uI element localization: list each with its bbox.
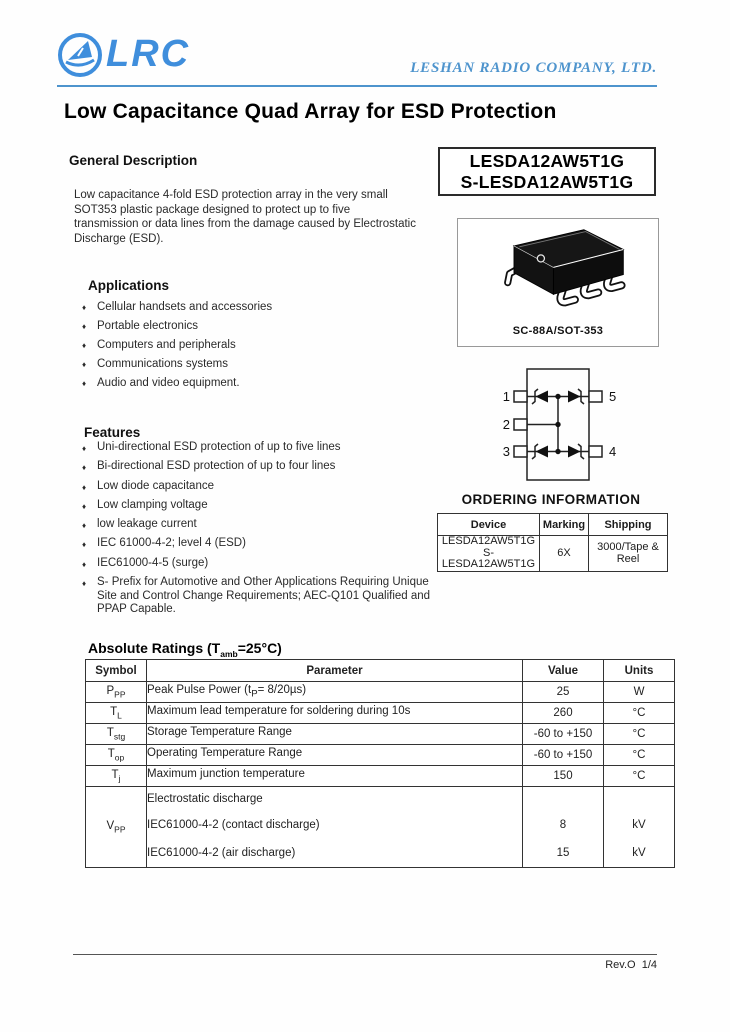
bullet-icon: ♦ — [82, 322, 87, 331]
units-cell: kV kV — [604, 787, 675, 868]
table-row — [86, 766, 675, 787]
company-name: LESHAN RADIO COMPANY, LTD. — [410, 60, 657, 76]
symbol-cell: $T_j$ — [86, 766, 147, 787]
pin-label: 3 — [502, 444, 510, 459]
list-item: ♦ Low clamping voltage — [82, 499, 449, 518]
bullet-icon: ♦ — [82, 501, 87, 511]
package-3d-image — [458, 219, 656, 314]
header-divider — [57, 85, 657, 87]
package-label: SC-88A/SOT-353 — [512, 325, 604, 337]
column-header: Units — [604, 660, 675, 682]
value-cell: 25 — [523, 682, 604, 703]
value-cell: -60 to +150 — [523, 745, 604, 766]
value-cell: 150 — [523, 766, 604, 787]
bullet-icon: ♦ — [82, 303, 87, 312]
list-item: ♦ Low diode capacitance — [82, 480, 449, 499]
table-row — [86, 682, 675, 703]
list-item: ♦ Cellular handsets and accessories — [82, 301, 273, 313]
revision-label: Rev.O 1/4 — [605, 959, 657, 971]
units-cell: °C — [604, 745, 675, 766]
bullet-icon: ♦ — [82, 482, 87, 492]
value-cell: 8 15 — [523, 787, 604, 868]
list-item: ♦ Portable electronics — [82, 320, 198, 332]
bullet-icon: ♦ — [82, 379, 87, 388]
table-header-row — [86, 660, 675, 682]
symbol-cell: $V_{PP}$ — [86, 787, 147, 868]
features-heading: Features — [84, 425, 141, 440]
bullet-icon: ♦ — [82, 540, 87, 550]
lrc-logo-icon — [56, 31, 104, 79]
page-title: Low Capacitance Quad Array for ESD Protection — [64, 100, 557, 123]
column-header: Marking — [540, 514, 589, 536]
parameter-cell: Electrostatic discharge IEC61000-4-2 (contact discharge) IEC61000-4-2 (air discharge) — [147, 787, 523, 868]
value-cell: 260 — [523, 703, 604, 724]
column-header: Value — [523, 660, 604, 682]
list-item: ♦ Audio and video equipment. — [82, 377, 240, 389]
absolute-ratings-table — [85, 659, 675, 868]
part-number: S-LESDA12AW5T1G — [460, 171, 634, 192]
table-row — [438, 536, 668, 572]
symbol-cell: $P_{PP}$ — [86, 682, 147, 703]
pin-label: 5 — [609, 389, 617, 404]
list-item: ♦ S- Prefix for Automotive and Other Applications Requiring Unique Site and Control Change Requirements; AEC-Q101 Qualified and PPAP Capable. — [82, 576, 431, 616]
circuit-schematic — [491, 363, 641, 487]
bullet-icon: ♦ — [82, 579, 87, 589]
bullet-icon: ♦ — [82, 341, 87, 350]
part-number-box — [438, 147, 656, 196]
list-item: ♦ IEC 61000-4-2; level 4 (ESD) — [82, 537, 449, 556]
marking-cell: 6X — [540, 536, 589, 572]
package-image-box — [457, 218, 659, 347]
table-header-row — [438, 514, 668, 536]
pin-label: 2 — [502, 417, 510, 432]
units-cell: W — [604, 682, 675, 703]
bullet-icon: ♦ — [82, 444, 87, 453]
symbol-cell: $T_{op}$ — [86, 745, 147, 766]
bullet-icon: ♦ — [82, 463, 87, 473]
shipping-cell: 3000/Tape & Reel — [589, 536, 668, 572]
pin-label: 1 — [502, 389, 510, 404]
bullet-icon: ♦ — [82, 521, 87, 531]
parameter-cell: Maximum lead temperature for soldering during 10s — [147, 703, 523, 724]
units-cell: °C — [604, 766, 675, 787]
list-item: ♦ Computers and peripherals — [82, 339, 236, 351]
pin-label: 4 — [609, 444, 617, 459]
column-header: Parameter — [147, 660, 523, 682]
list-item: ♦ Bi-directional ESD protection of up to four lines — [82, 460, 449, 479]
absolute-ratings-heading: Absolute Ratings $(T_{amb}=25^\circ C)$ — [88, 640, 282, 659]
units-cell: °C — [604, 724, 675, 745]
symbol-cell: $T_{stg}$ — [86, 724, 147, 745]
parameter-cell: Storage Temperature Range — [147, 724, 523, 745]
applications-heading: Applications — [88, 278, 170, 293]
bullet-icon: ♦ — [82, 559, 87, 569]
list-item: ♦ Uni-directional ESD protection of up to five lines — [82, 441, 449, 460]
bullet-icon: ♦ — [82, 360, 87, 369]
list-item: ♦ IEC61000-4-5 (surge) — [82, 557, 449, 576]
column-header: Shipping — [589, 514, 668, 536]
symbol-cell: $T_L$ — [86, 703, 147, 724]
parameter-cell: Maximum junction temperature — [147, 766, 523, 787]
parameter-cell: Peak Pulse Power $(t_P= 8/20\mu s)$ — [147, 682, 523, 703]
applications-list — [82, 300, 272, 395]
units-cell: °C — [604, 703, 675, 724]
ordering-information-heading: ORDERING INFORMATION — [461, 492, 641, 507]
logo-wordmark: LRC — [106, 33, 191, 75]
table-row-vpp — [86, 787, 675, 868]
column-header: Symbol — [86, 660, 147, 682]
device-cell: LESDA12AW5T1G S-LESDA12AW5T1G — [438, 536, 540, 572]
general-description-body: Low capacitance 4-fold ESD protection array in the very small SOT353 plastic package designed to protect up to five transmission or data lines from the damage caused by Electrostatic Discharge (ESD). — [74, 189, 416, 245]
list-item: ♦ Communications systems — [82, 358, 229, 370]
footer-divider — [73, 954, 657, 955]
table-row — [86, 745, 675, 766]
table-row — [86, 724, 675, 745]
table-row — [86, 703, 675, 724]
features-list — [82, 441, 449, 617]
parameter-cell: Operating Temperature Range — [147, 745, 523, 766]
column-header: Device — [438, 514, 540, 536]
ordering-table — [437, 513, 668, 572]
general-description-heading: General Description — [69, 153, 198, 168]
value-cell: -60 to +150 — [523, 724, 604, 745]
part-number: LESDA12AW5T1G — [469, 150, 625, 171]
list-item: ♦ low leakage current — [82, 518, 449, 537]
